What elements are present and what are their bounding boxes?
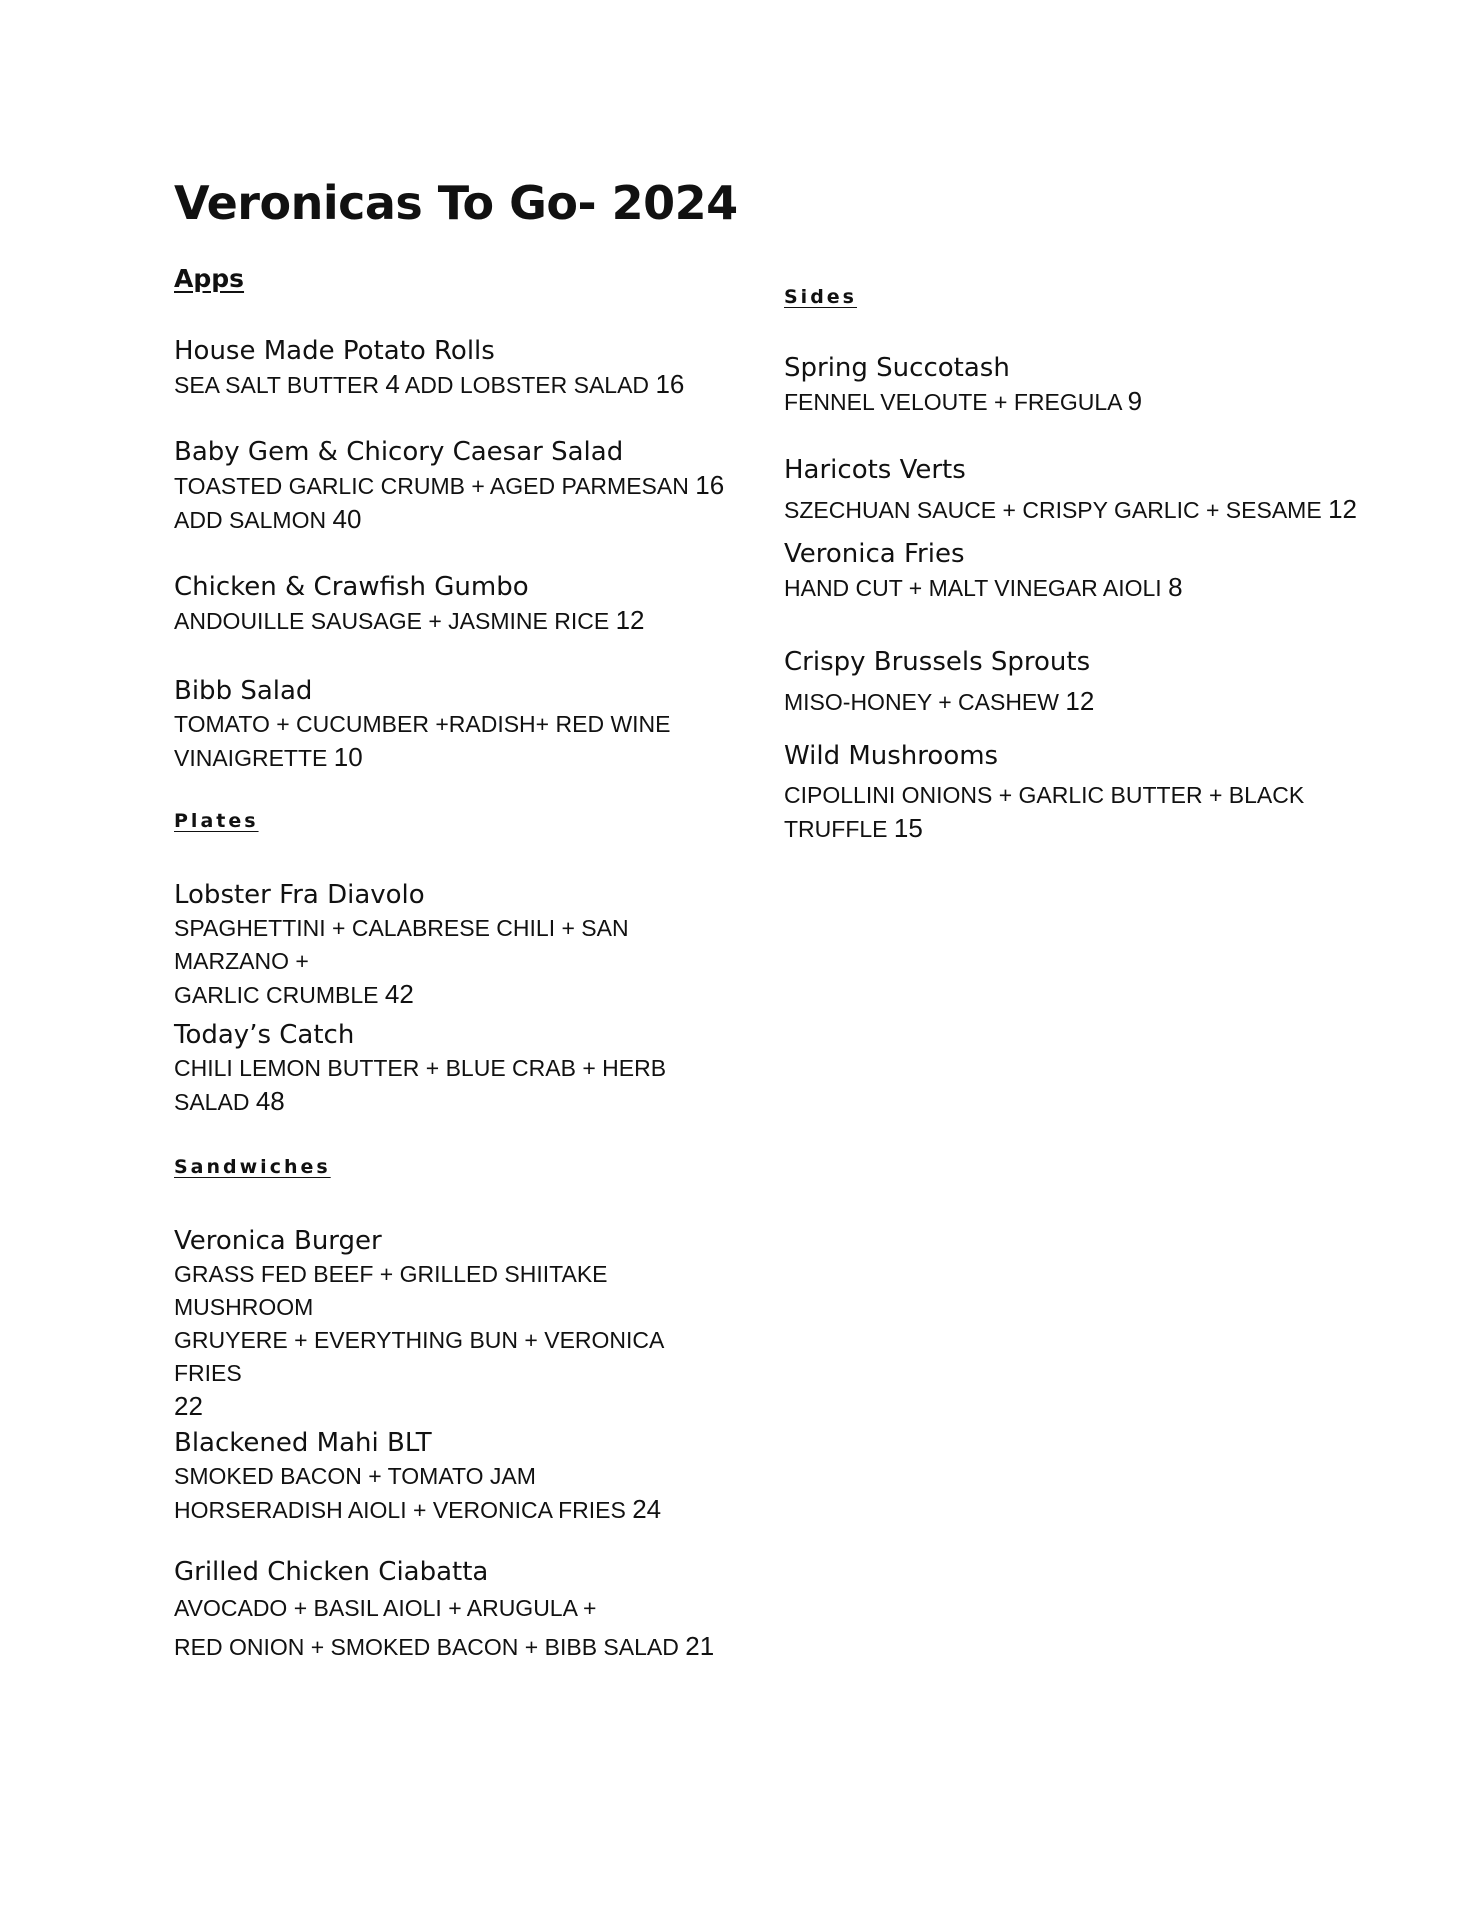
menu-item (784, 537, 1444, 605)
menu-item (784, 351, 1444, 419)
item-description: SEA SALT BUTTER 4 ADD LOBSTER SALAD 16 (174, 369, 685, 399)
item-name: Veronica Burger (174, 1226, 382, 1256)
item-name: Bibb Salad (174, 676, 313, 706)
item-name: Haricots Verts (784, 455, 966, 485)
section-heading-sides: Sides (784, 286, 857, 308)
item-description: ANDOUILLE SAUSAGE + JASMINE RICE 12 (174, 605, 645, 635)
item-description: SMOKED BACON + TOMATO JAM HORSERADISH AIOLI + VERONICA FRIES 24 (174, 1463, 662, 1524)
menu-item (174, 1224, 734, 1424)
item-description: CIPOLLINI ONIONS + GARLIC BUTTER + BLACK TRUFFLE 15 (784, 782, 1305, 843)
item-name: Blackened Mahi BLT (174, 1428, 432, 1458)
menu-item (174, 570, 734, 638)
item-description: MISO-HONEY + CASHEW 12 (784, 686, 1095, 716)
item-description: SZECHUAN SAUCE + CRISPY GARLIC + SESAME 12 (784, 494, 1357, 524)
menu-item (784, 739, 1444, 846)
menu-item (174, 674, 734, 775)
item-description: TOMATO + CUCUMBER +RADISH+ RED WINE VINAIGRETTE 10 (174, 711, 671, 772)
item-description: GRASS FED BEEF + GRILLED SHIITAKE MUSHROOM GRUYERE + EVERYTHING BUN + VERONICA FRIES 22 (174, 1261, 664, 1421)
menu-item (784, 453, 1444, 527)
item-name: Chicken & Crawfish Gumbo (174, 572, 529, 602)
menu-item (174, 1555, 734, 1666)
menu-item (174, 334, 734, 402)
item-name: Veronica Fries (784, 539, 965, 569)
item-name: Baby Gem & Chicory Caesar Salad (174, 437, 624, 467)
item-description: TOASTED GARLIC CRUMB + AGED PARMESAN 16 ADD SALMON 40 (174, 470, 725, 534)
item-description: AVOCADO + BASIL AIOLI + ARUGULA + RED ONION + SMOKED BACON + BIBB SALAD 21 (174, 1595, 715, 1661)
section-heading-plates: Plates (174, 810, 259, 832)
menu-item (784, 645, 1444, 719)
item-name: Crispy Brussels Sprouts (784, 647, 1091, 677)
section-heading-apps: Apps (174, 264, 245, 293)
item-name: Grilled Chicken Ciabatta (174, 1557, 489, 1587)
menu-item (174, 1426, 734, 1527)
item-name: Lobster Fra Diavolo (174, 880, 425, 910)
menu-item (174, 878, 734, 1012)
section-heading-sandwiches: Sandwiches (174, 1156, 331, 1178)
item-name: House Made Potato Rolls (174, 336, 495, 366)
item-name: Spring Succotash (784, 353, 1010, 383)
menu-title: Veronicas To Go- 2024 (174, 176, 738, 230)
item-description: SPAGHETTINI + CALABRESE CHILI + SAN MARZANO + GARLIC CRUMBLE 42 (174, 915, 629, 1009)
item-name: Today’s Catch (174, 1020, 355, 1050)
item-description: FENNEL VELOUTE + FREGULA 9 (784, 386, 1143, 416)
item-name: Wild Mushrooms (784, 741, 999, 771)
menu-item (174, 435, 734, 537)
item-description: CHILI LEMON BUTTER + BLUE CRAB + HERB SALAD 48 (174, 1055, 667, 1116)
item-description: HAND CUT + MALT VINEGAR AIOLI 8 (784, 572, 1183, 602)
menu-item (174, 1018, 734, 1119)
